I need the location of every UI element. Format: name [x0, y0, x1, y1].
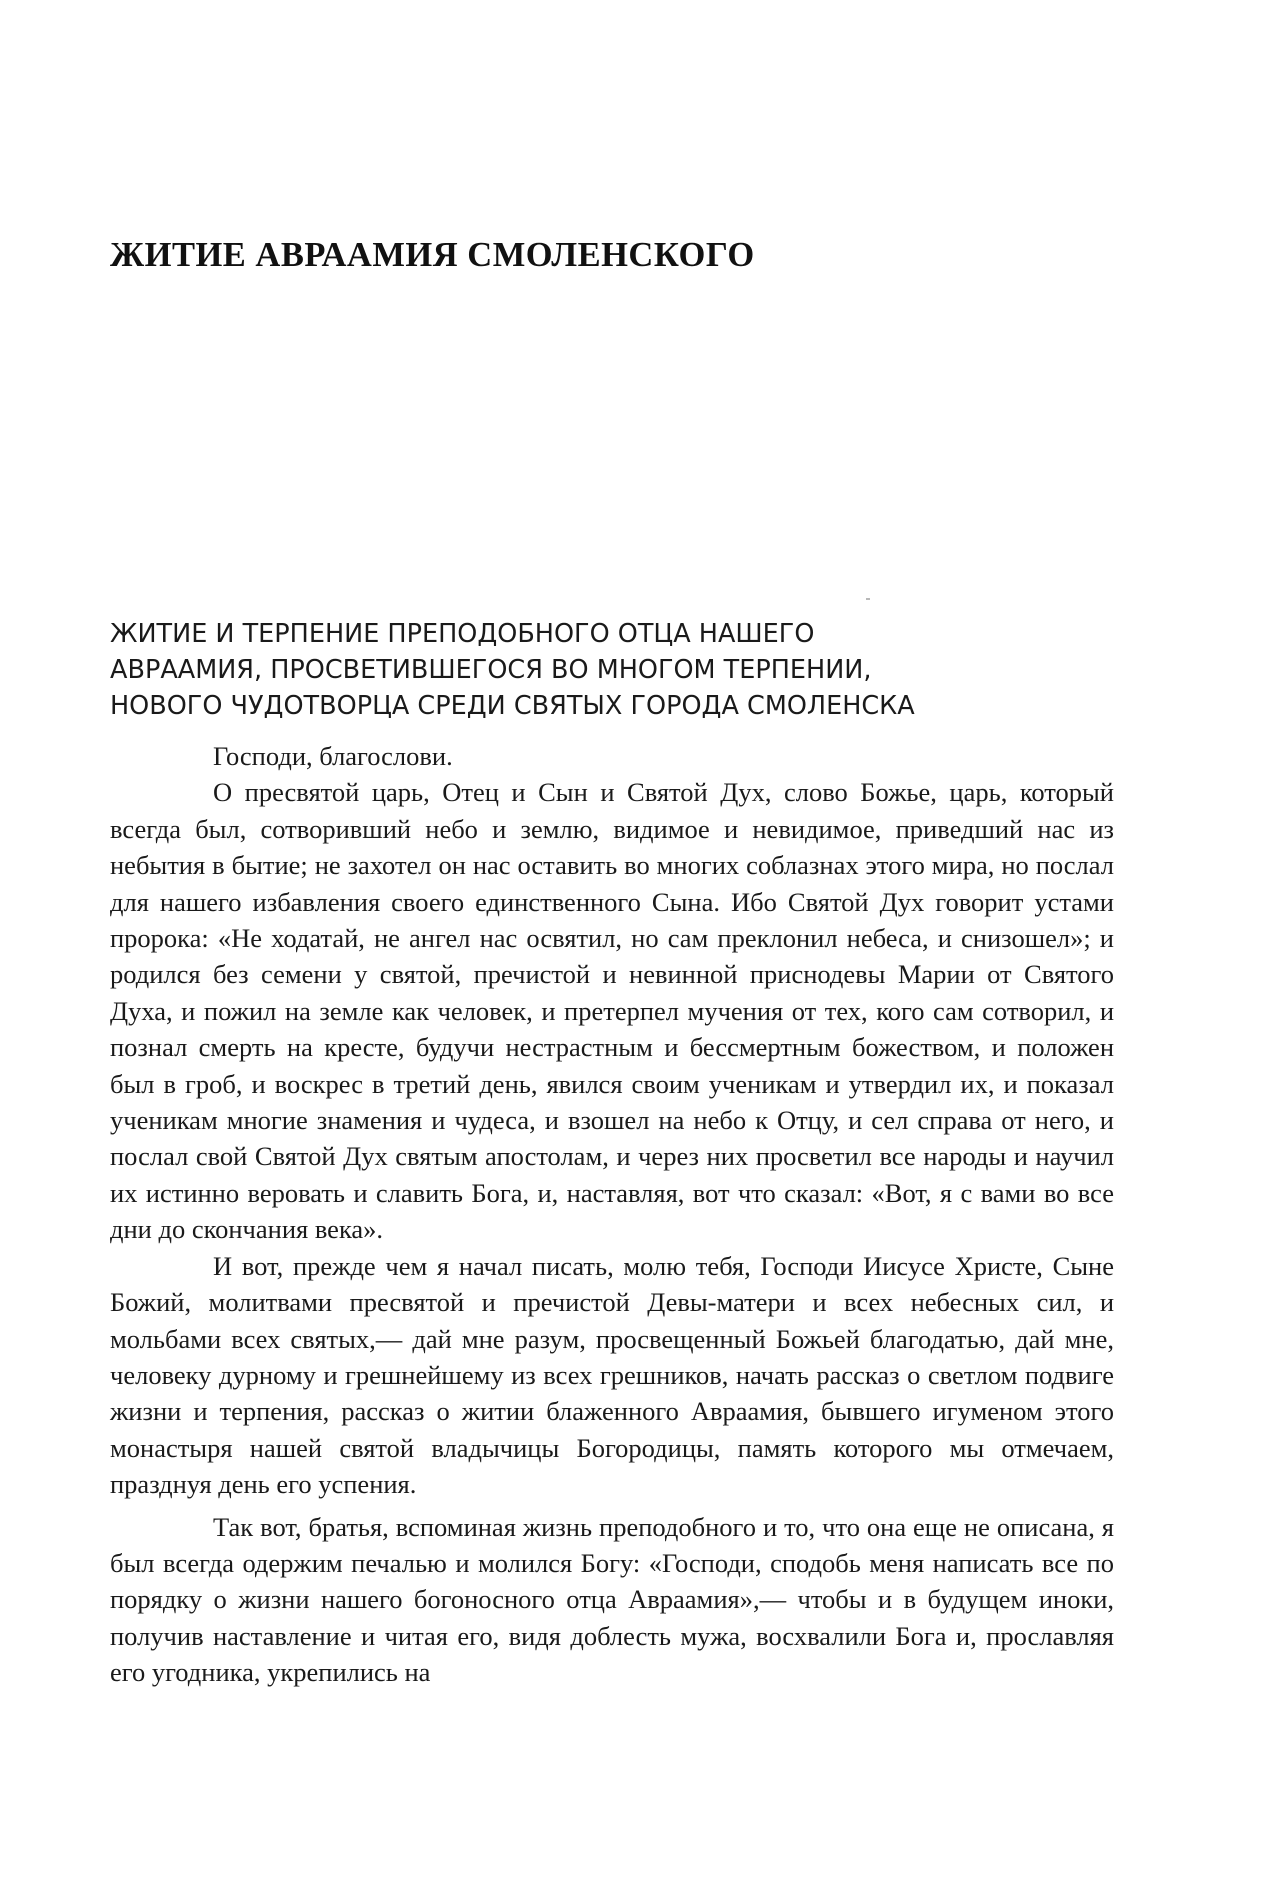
subtitle-line: НОВОГО ЧУДОТВОРЦА СРЕДИ СВЯТЫХ ГОРОДА СМОЛЕНСКА: [110, 691, 915, 721]
paragraph-blessing: Господи, благослови.: [213, 741, 453, 771]
paragraph: О пресвятой царь, Отец и Сын и Святой Дух, слово Божье, царь, который всегда был, сотворивший небо и землю, видимое и невидимое, приведший нас из небытия в бытие; не захотел он нас оставить во многих соблазнах этого мира, но послал для нашего избавления своего единственного Сына. Ибо Святой Дух говорит устами пророка: «Не ходатай, не ангел нас освятил, но сам преклонил небеса, и снизошел»; и родился без семени у святой, пречистой и невинной приснодевы Марии от Святого Духа, и пожил на земле как человек, и претерпел мучения от тех, кого сам сотворил, и познал смерть на кресте, будучи нестрастным и бессмертным божеством, и положен был в гроб, и воскрес в третий день, явился своим ученикам и утвердил их, и показал ученикам многие знамения и чудеса, и взошел на небо к Отцу, и сел справа от него, и послал свой Святой Дух святым апостолам, и через них просветил все народы и научил их истинно веровать и славить Бога, и, наставляя, вот что сказал: «Вот, я с вами во все дни до скончания века».: [110, 777, 1114, 1245]
body-text: [110, 738, 1114, 1691]
subtitle-line: ЖИТИЕ И ТЕРПЕНИЕ ПРЕПОДОБНОГО ОТЦА НАШЕГО: [110, 619, 815, 649]
work-subtitle: [110, 616, 1120, 724]
chapter-title: ЖИТИЕ АВРААМИЯ СМОЛЕНСКОГО: [110, 236, 755, 274]
scan-speck: [866, 598, 870, 600]
paragraph: И вот, прежде чем я начал писать, молю тебя, Господи Иисусе Христе, Сыне Божий, молитвами пресвятой и пречистой Девы-матери и всех небесных сил, и мольбами всех святых,— дай мне разум, просвещенный Божьей благодатью, дай мне, человеку дурному и грешнейшему из всех грешников, начать рассказ о светлом подвиге жизни и терпения, рассказ о житии блаженного Авраамия, бывшего игуменом этого монастыря нашей святой владычицы Богородицы, память которого мы отмечаем, празднуя день его успения.: [110, 1250, 1114, 1500]
subtitle-line: АВРААМИЯ, ПРОСВЕТИВШЕГОСЯ ВО МНОГОМ ТЕРПЕНИИ,: [110, 655, 872, 685]
paragraph: Так вот, братья, вспоминая жизнь преподобного и то, что она еще не описана, я был всегда одержим печалью и молился Богу: «Господи, сподобь меня написать все по порядку о жизни нашего богоносного отца Авраамия»,— чтобы и в будущем иноки, получив наставление и читая его, видя доблесть мужа, восхвалили Бога и, прославляя его угодника, укрепились на: [110, 1511, 1114, 1688]
